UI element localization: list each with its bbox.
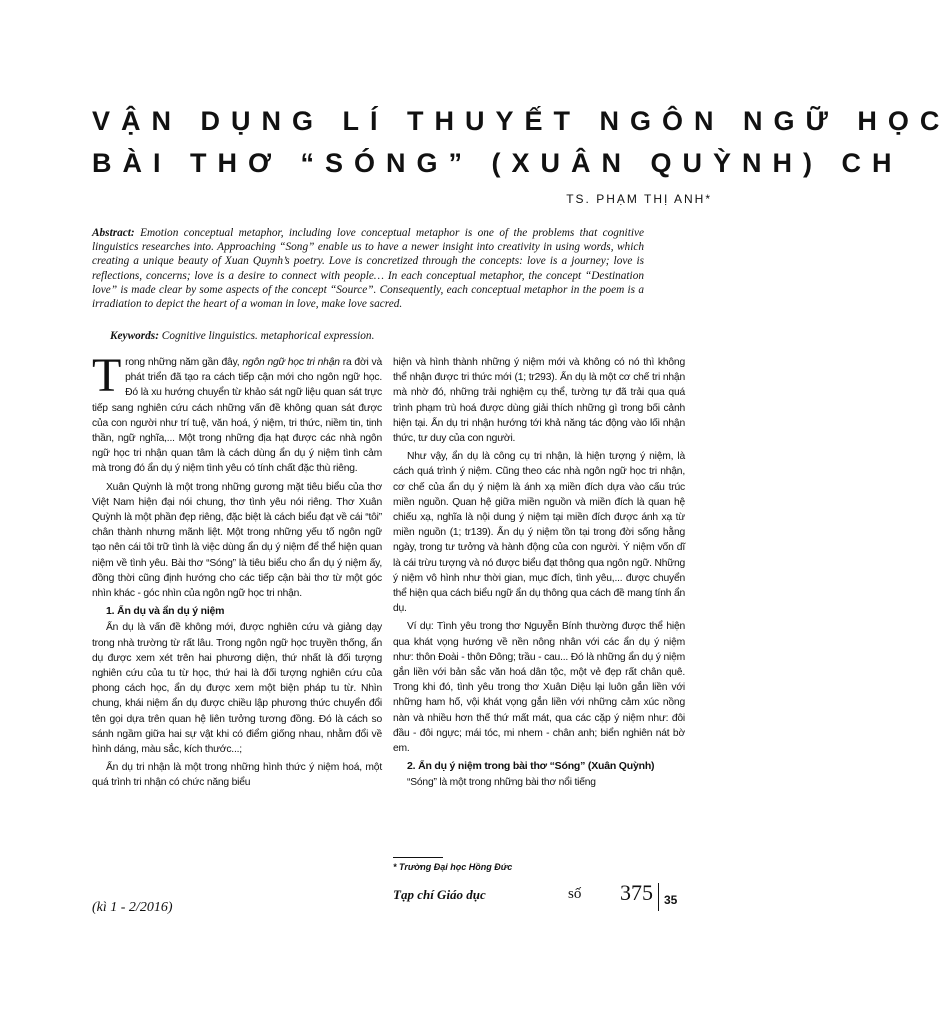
title-line-2: BÀI THƠ “SÓNG” (XUÂN QUỲNH) CH (92, 148, 903, 178)
author-name: TS. PHẠM THỊ ANH* (566, 192, 712, 206)
footer-divider (658, 883, 659, 911)
dropcap: T (92, 349, 122, 402)
intro-term: ngôn ngữ học tri nhận (242, 357, 340, 368)
title-line-1: VẬN DỤNG LÍ THUYẾT NGÔN NGỮ HỌC (92, 106, 950, 136)
intro-paragraph (92, 349, 383, 477)
paragraph-continued: hiện và hình thành những ý niệm mới và không có nó thì không thể nhận được tri thức mới (1; tr293). Ẩn dụ là một cơ chế tri nhận mà nhờ đó, những trải nghiệm cụ thể, tường tự đã trải qua quá trình phạm trù hoá được dùng giải thích những gì trong bối cảnh hiện tại. Ẩn dụ tri nhận hướng tới khả năng tác động vào lối nhận thức, tư duy của con người. (393, 357, 685, 445)
paragraph-metaphor: Ẩn dụ là vấn đề không mới, được nghiên cứu và giảng dạy trong nhà trường từ rất lâu. Trong ngôn ngữ học truyền thống, ẩn dụ được xem xét trên hai phương diện, thứ nhất là đối tượng nghiên cứu của tu từ học, thứ hai là đối tượng nghiên cứu của phong cách học, ẩn dụ được xem một biện pháp tu từ. Nhìn chung, khái niệm ẩn dụ được chiều lập phương thức chuyển đổi tên gọi dựa trên quan hệ liên tưởng tương đồng. Đó là cách so sánh ngầm giữa hai sự vật khi có điểm giống nhau, nhằm đổi về hình dáng, màu sắc, kích thước...; (92, 622, 382, 756)
left-column (92, 349, 383, 794)
paragraph-cognitive-metaphor: Ẩn dụ tri nhận là một trong những hình thức ý niệm hoá, một quá trình tri nhận có chức năng biểu (92, 762, 382, 789)
issue-date: (kì 1 - 2/2016) (92, 900, 173, 915)
footnote: * Trường Đại học Hồng Đức (393, 862, 513, 872)
journal-name: Tạp chí Giáo dục (393, 887, 486, 902)
paragraph-example: Ví dụ: Tình yêu trong thơ Nguyễn Bính thường được thể hiện qua khát vọng hướng về nền nông nhân với các ẩn dụ ý niệm như: thôn Đoài - thôn Đông; trầu - cau... Đó là những ẩn dụ ý niệm gắn liền với bản sắc văn hoá dân tộc, một vẻ đẹp rất chân quê. Trong khi đó, tình yêu trong thơ Xuân Diệu lại luôn gắn liền với những ham hố, vội khát vọng gắn liền với những cảm xúc nồng nàn và nhiều hơn thế thứ mất mát, qua các cặp ý niệm như: đôi đầu - đôi ngực; mái tóc, mi nhem - chân anh; biển nghiên nát bờ em. (393, 621, 685, 755)
section-heading-2: 2. Ẩn dụ ý niệm trong bài thơ “Sóng” (Xuân Quỳnh) (407, 760, 655, 773)
paragraph-mapping: Như vậy, ẩn dụ là công cụ tri nhận, là hiện tượng ý niệm, là cách quá trình ý niệm. Cũng theo các nhà ngôn ngữ học tri nhận, cơ chế của ẩn dụ ý niệm là ánh xạ miền đích dựa vào cấu trúc miền nguồn. Quan hệ giữa miền nguồn và miền đích là quan hệ chiếu xạ, nghĩa là nội dung ý niệm tại miền đích được ánh xạ từ miền nguồn (1; tr139). Ẩn dụ ý niệm tồn tại trong đời sống hằng ngày, trong tư tưởng và hành động của con người. Ý niệm vốn dĩ là cái trừu tượng và nó được biểu đạt thông qua ngôn ngữ. Những ý niệm vô hình như thời gian, mục đích, tình yêu,... được chuyển thể hiện qua cách biểu ngữ ẩn dụ thông qua cách đề mang tính ẩn dụ. (393, 451, 685, 615)
abstract-label: Abstract: (92, 227, 135, 239)
paragraph-xuan-quynh: Xuân Quỳnh là một trong những gương mặt tiêu biểu của thơ Việt Nam hiện đại nói chung, thơ tình yêu nói riêng. Thơ Xuân Quỳnh là một phần đẹp riêng, đặc biệt là cách biểu đạt về cái “tôi” chân thành nhưng mãnh liệt. Một trong những yếu tố ngôn ngữ tạo nên cái tôi trữ tình là việc dùng ẩn dụ ý niệm để thể hiện quan niệm về tình yêu. Bài thơ “Sóng” là tiêu biểu cho ẩn dụ ý niệm ấy, đồng thời cũng định hướng cho các tiếp cận bài thơ từ một góc nhìn khác - góc nhìn của ngôn ngữ học tri nhận. (92, 481, 382, 600)
keywords-text: Cognitive linguistics. metaphorical expression. (161, 330, 375, 342)
footnote-divider (393, 857, 443, 858)
intro-text-rest: ra đời và phát triển đã tạo ra cách tiếp cận mới cho ngôn ngữ học. Đó là xu hướng chuyển từ khảo sát ngữ liệu quan sát trực tiếp sang nghiên cứu cách những vấn đề không quan sát được của con người như trí tuệ, văn hoá, ý niệm, tri thức, niềm tin, tinh thần, ngữ nghĩa,... Một trong những địa hạt được các nhà ngôn ngữ học tri nhận quan tâm là cách dùng ẩn dụ ý niệm tình cảm mà trong đó ẩn dụ ý niệm tình yêu có tính chất đặc thù riêng. (92, 357, 383, 475)
abstract (92, 226, 644, 311)
issue-number: 375 (620, 880, 653, 905)
section-heading-1: 1. Ẩn dụ và ẩn dụ ý niệm (106, 605, 225, 618)
right-column (393, 355, 685, 794)
article-title (92, 100, 950, 184)
page-number: 35 (664, 893, 678, 907)
paragraph-song: “Sóng” là một trong những bài thơ nổi tiếng (407, 777, 596, 789)
intro-text-start: rong những năm gần đây, (125, 357, 243, 368)
abstract-text: Emotion conceptual metaphor, including love conceptual metaphor is one of the problems that cognitive linguistics researches into. Approaching “Song” enable us to have a newer insight into creativity in using words, which creating a unique beauty of Xuan Quynh’s poetry. Love is concretized through the concepts: love is a journey; love is reflections, concerns; love is a desire to connect with people… In each conceptual metaphor, the concept “Destination love” is made clear by some aspects of the concept “Source”. Consequently, each conceptual metaphor in the poem is a irradiation to depict the heart of a woman in love, make love sacred. (92, 227, 644, 311)
keywords-label: Keywords: (110, 330, 159, 342)
issue-label: số (568, 886, 582, 902)
keywords (110, 330, 650, 342)
